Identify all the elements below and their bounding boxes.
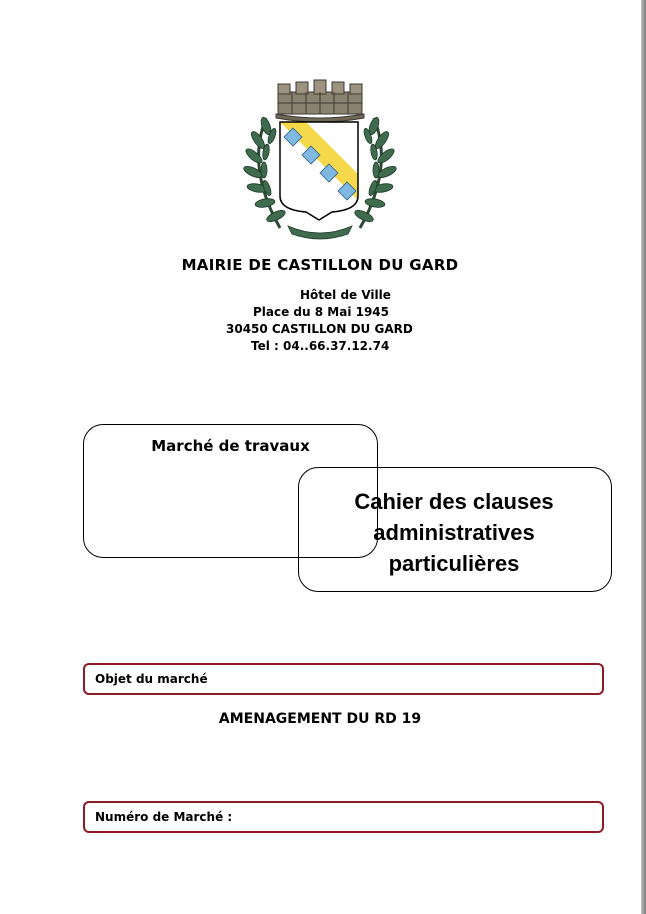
- cahier-title: [298, 486, 610, 579]
- objet-frame: [83, 663, 604, 695]
- numero-label: Numéro de Marché :: [95, 810, 233, 824]
- objet-label: Objet du marché: [95, 672, 208, 686]
- address-line-1: Hôtel de Ville: [300, 288, 391, 302]
- mairie-title: MAIRIE DE CASTILLON DU GARD: [181, 256, 459, 274]
- address-line-4: Tel : 04..66.37.12.74: [251, 339, 390, 353]
- address-line-3: 30450 CASTILLON DU GARD: [226, 322, 413, 336]
- objet-value: AMENAGEMENT DU RD 19: [218, 711, 422, 727]
- address-line-2: Place du 8 Mai 1945: [253, 305, 390, 319]
- marche-label: Marché de travaux: [151, 437, 310, 455]
- coat-of-arms-icon: [236, 78, 404, 240]
- cahier-line-3: particulières: [388, 551, 520, 576]
- crown-icon: [276, 80, 364, 122]
- cahier-line-2: administratives: [373, 520, 535, 545]
- laurel-right-icon: [353, 116, 398, 228]
- numero-frame: [83, 801, 604, 833]
- page-edge: [641, 0, 646, 914]
- cahier-line-1: Cahier des clauses: [354, 489, 554, 514]
- shield-icon: [280, 122, 358, 220]
